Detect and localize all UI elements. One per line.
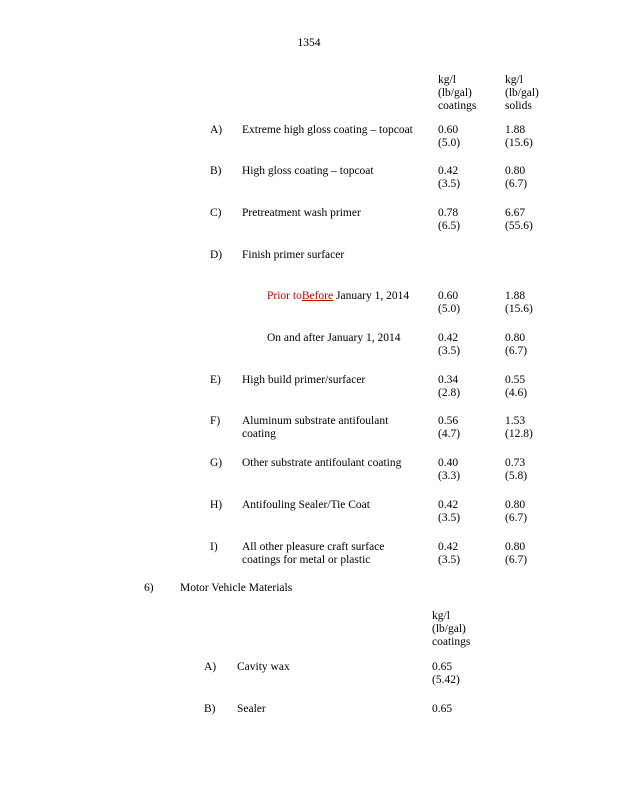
row-solids-value: 1.88 (15.6) xyxy=(505,290,533,315)
row-coatings-value: 0.34 (2.8) xyxy=(438,374,461,399)
row-description: Aluminum substrate antifoulant coating xyxy=(242,415,389,440)
row-coatings-value: 0.65 xyxy=(432,703,453,715)
row-description-amended xyxy=(267,290,409,303)
row-letter: D) xyxy=(210,249,223,261)
inserted-text: Before xyxy=(301,290,334,302)
row-coatings-value: 0.42 (3.5) xyxy=(438,332,461,357)
row-coatings-value: 0.60 (5.0) xyxy=(438,124,461,149)
row-solids-value: 0.80 (6.7) xyxy=(505,332,528,357)
row-description: Sealer xyxy=(237,703,266,715)
row-description: High gloss coating – topcoat xyxy=(242,165,374,177)
section6-header-coatings xyxy=(432,610,470,649)
row-description: Cavity wax xyxy=(237,661,290,673)
deleted-text: Prior to xyxy=(267,290,302,302)
row-coatings-value: 0.42 (3.5) xyxy=(438,499,461,524)
row-letter: H) xyxy=(210,499,223,511)
row-coatings-value: 0.42 (3.5) xyxy=(438,541,461,566)
description-rest: January 1, 2014 xyxy=(333,290,410,302)
header-line: (lb/gal) xyxy=(432,623,466,635)
row-coatings-value: 0.65 (5.42) xyxy=(432,661,460,686)
row-solids-value: 0.80 (6.7) xyxy=(505,165,528,190)
header-solids-line: (lb/gal) xyxy=(505,87,539,99)
header-coatings-line: (lb/gal) xyxy=(438,87,472,99)
row-letter: C) xyxy=(210,207,222,219)
section-number: 6) xyxy=(144,582,154,594)
header-solids xyxy=(505,74,539,113)
header-coatings xyxy=(438,74,476,113)
row-solids-value: 0.80 (6.7) xyxy=(505,541,528,566)
row-letter: A) xyxy=(210,124,223,136)
header-coatings-line: coatings xyxy=(438,100,477,112)
header-solids-line: solids xyxy=(505,100,532,112)
row-description: All other pleasure craft surface coatings for metal or plastic xyxy=(242,541,385,566)
row-solids-value: 6.67 (55.6) xyxy=(505,207,533,232)
row-letter: F) xyxy=(210,415,221,427)
row-solids-value: 1.88 (15.6) xyxy=(505,124,533,149)
header-line: kg/l xyxy=(432,610,450,622)
header-line: coatings xyxy=(432,636,471,648)
row-description: Finish primer surfacer xyxy=(242,249,345,261)
row-solids-value: 0.73 (5.8) xyxy=(505,457,528,482)
row-description: Pretreatment wash primer xyxy=(242,207,361,219)
row-description: Extreme high gloss coating – topcoat xyxy=(242,124,413,136)
row-letter: G) xyxy=(210,457,223,469)
header-coatings-line: kg/l xyxy=(438,74,456,86)
row-description: On and after January 1, 2014 xyxy=(267,332,401,344)
row-solids-value: 0.80 (6.7) xyxy=(505,499,528,524)
row-letter: E) xyxy=(210,374,221,386)
page-number: 1354 xyxy=(297,37,321,49)
row-coatings-value: 0.42 (3.5) xyxy=(438,165,461,190)
row-coatings-value: 0.78 (6.5) xyxy=(438,207,461,232)
row-letter: B) xyxy=(204,703,216,715)
row-description: High build primer/surfacer xyxy=(242,374,366,386)
row-coatings-value: 0.56 (4.7) xyxy=(438,415,461,440)
header-solids-line: kg/l xyxy=(505,74,523,86)
row-coatings-value: 0.40 (3.3) xyxy=(438,457,461,482)
row-description: Antifouling Sealer/Tie Coat xyxy=(242,499,370,511)
row-solids-value: 1.53 (12.8) xyxy=(505,415,533,440)
row-letter: I) xyxy=(210,541,218,553)
section-title: Motor Vehicle Materials xyxy=(180,582,293,594)
row-solids-value: 0.55 (4.6) xyxy=(505,374,528,399)
row-description: Other substrate antifoulant coating xyxy=(242,457,402,469)
row-coatings-value: 0.60 (5.0) xyxy=(438,290,461,315)
row-letter: B) xyxy=(210,165,222,177)
row-letter: A) xyxy=(204,661,217,673)
